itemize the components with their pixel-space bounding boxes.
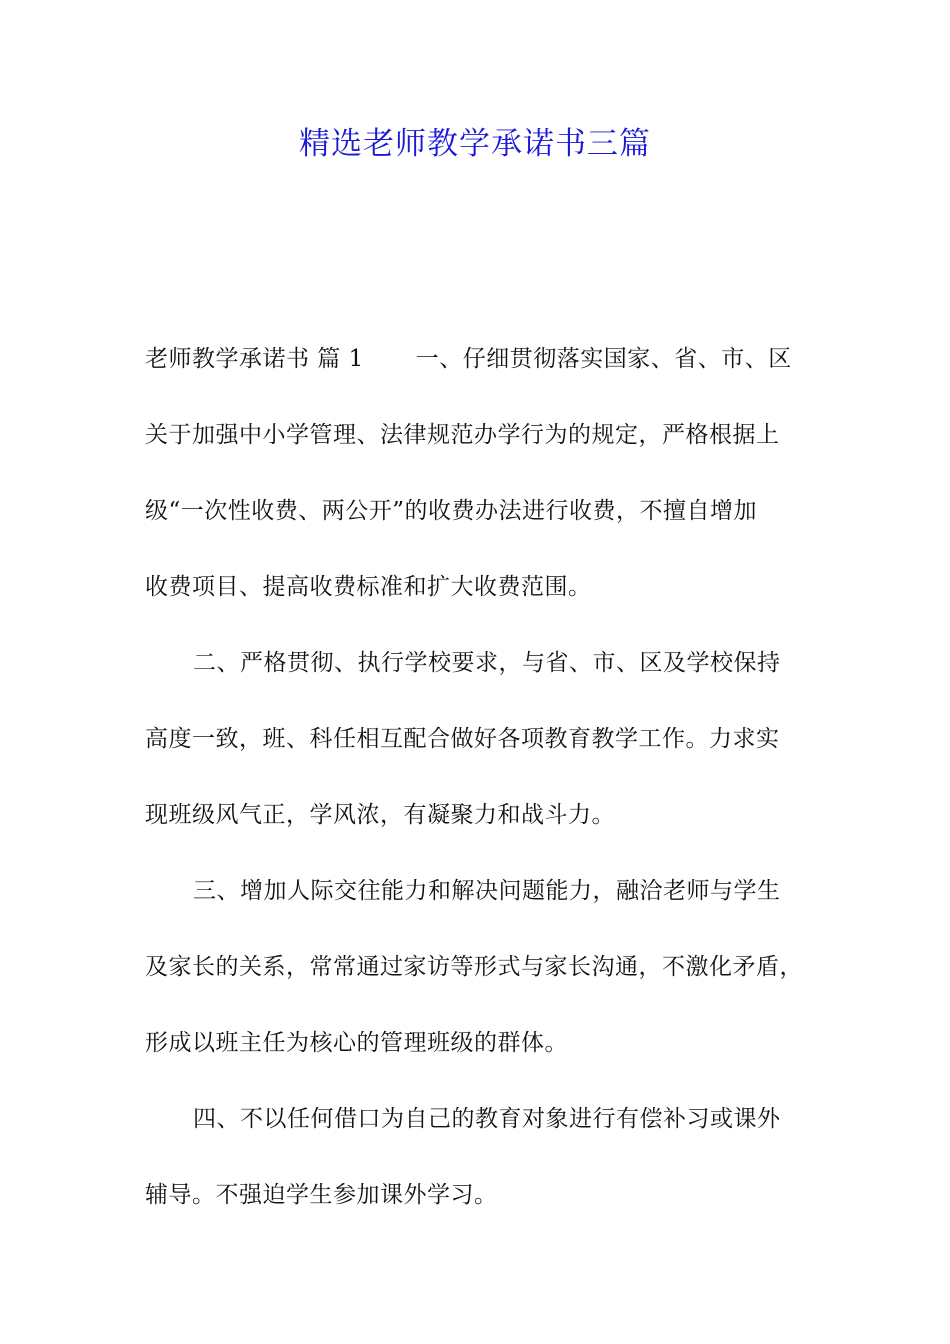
paragraph-line: 辅导。不强迫学生参加课外学习。	[145, 1182, 498, 1208]
paragraph-line: 高度一致，班、科任相互配合做好各项教育教学工作。力求实	[145, 726, 780, 752]
section-heading: 老师教学承诺书 篇 1	[145, 346, 364, 372]
paragraph-line: 二、严格贯彻、执行学校要求，与省、市、区及学校保持	[193, 650, 781, 676]
document-title: 精选老师教学承诺书三篇	[299, 126, 651, 162]
paragraph-line: 及家长的关系，常常通过家访等形式与家长沟通，不激化矛盾，	[145, 954, 803, 980]
paragraph-line: 形成以班主任为核心的管理班级的群体。	[145, 1030, 568, 1056]
paragraph-line: 关于加强中小学管理、法律规范办学行为的规定，严格根据上	[145, 422, 780, 448]
paragraph-1-start: 一、仔细贯彻落实国家、省、市、区	[415, 346, 792, 372]
paragraph-line: 三、增加人际交往能力和解决问题能力，融洽老师与学生	[193, 878, 781, 904]
paragraph-line	[145, 342, 835, 376]
paragraph-line: 级“一次性收费、两公开”的收费办法进行收费，不擅自增加	[145, 498, 758, 524]
paragraph-line: 现班级风气正，学风浓，有凝聚力和战斗力。	[145, 802, 615, 828]
paragraph-line: 四、不以任何借口为自己的教育对象进行有偿补习或课外	[193, 1106, 781, 1132]
paragraph-line: 收费项目、提高收费标准和扩大收费范围。	[145, 574, 592, 600]
